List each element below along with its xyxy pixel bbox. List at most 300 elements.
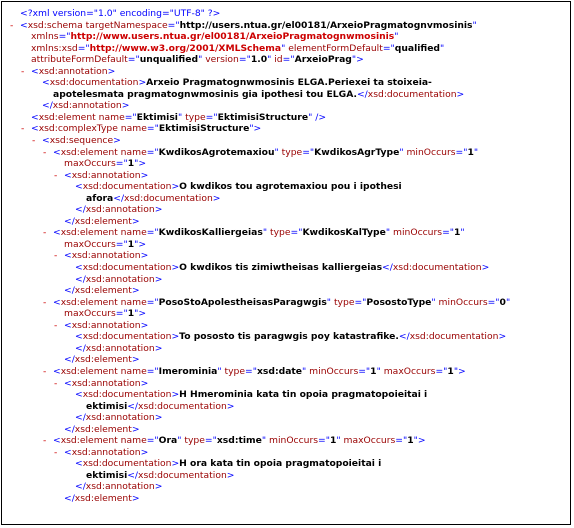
xml-token: 1 [127, 308, 135, 320]
xml-token: " [431, 296, 436, 308]
collapse-toggle-icon[interactable]: - [43, 296, 47, 308]
xml-token: KwdikosAgrotemaxiou [158, 146, 275, 158]
xml-line [10, 435, 566, 447]
collapse-toggle-icon[interactable]: - [43, 227, 47, 239]
xml-token: xsd:documentation [138, 400, 227, 412]
xml-token: xsd:element [38, 111, 96, 123]
xml-line [10, 412, 566, 424]
xml-token: 1 [329, 435, 337, 447]
xml-token: O kwdikos tis zimiwtheisas kalliergeias [179, 262, 383, 274]
xml-token: =" [487, 296, 500, 308]
xml-token: xsd:schema [27, 19, 83, 31]
xml-token: 0 [499, 296, 506, 308]
xml-token: xmlns [31, 31, 59, 43]
xml-token: xsd:documentation [409, 331, 499, 343]
xml-line [10, 204, 566, 216]
xml-token: =" [382, 42, 395, 54]
xml-token: < [42, 135, 50, 147]
xml-token: < [31, 111, 39, 123]
xml-token: xsd:documentation [82, 458, 172, 470]
xml-token: 1 [447, 365, 454, 377]
xml-token: Imerominia [158, 365, 218, 377]
xml-line-content [20, 20, 477, 32]
xml-token: attributeFormDefault [31, 54, 128, 66]
xml-viewer-frame [1, 1, 571, 525]
xml-token: type [221, 365, 246, 377]
xml-line [10, 331, 566, 343]
xml-token: < [42, 77, 50, 89]
collapse-toggle-icon[interactable]: - [10, 19, 14, 31]
xml-token: < [53, 296, 61, 308]
xml-token: type [331, 296, 355, 308]
xml-token: 1 [127, 238, 135, 250]
xml-token: minOccurs [390, 227, 443, 239]
xml-token: "> [453, 365, 466, 377]
xml-token: "> [413, 435, 426, 447]
xml-token: Ora [158, 435, 178, 447]
xml-token: > [140, 250, 149, 262]
xml-token: xsd:annotation [71, 377, 141, 389]
xml-token: > [171, 331, 180, 343]
xml-token: =" [354, 296, 367, 308]
xml-line-content [75, 343, 162, 355]
xml-token: xsd:annotation [85, 273, 155, 285]
xml-token: </ [127, 469, 139, 481]
xml-token: "> [134, 238, 147, 250]
xml-token: =" [146, 365, 159, 377]
xml-token: http://www.w3.org/2001/XMLSchema [89, 42, 282, 54]
xml-line-content [75, 262, 489, 274]
xml-token: xsd:annotation [38, 65, 108, 77]
xml-token: > [226, 400, 235, 412]
xml-line-content [64, 158, 146, 170]
xml-token: =" [245, 365, 257, 377]
xml-token: " [505, 296, 511, 308]
xml-token: " [281, 42, 286, 54]
xml-tree [10, 8, 566, 505]
xml-token: xsd:documentation [367, 88, 457, 100]
xml-line-content [64, 493, 140, 505]
collapse-toggle-icon[interactable]: - [21, 65, 25, 77]
xml-token: < [64, 319, 72, 331]
xml-token: " [267, 54, 272, 66]
xml-token: name [95, 111, 125, 123]
xml-token: > [212, 192, 221, 204]
collapse-toggle-icon[interactable]: - [54, 319, 58, 331]
xml-token: name [117, 296, 147, 308]
collapse-toggle-icon[interactable]: - [54, 250, 58, 262]
xml-line-content [31, 54, 364, 66]
xml-line-content [75, 481, 162, 493]
xml-token: </ [398, 331, 410, 343]
xml-token: " [177, 111, 183, 123]
xml-token: xsd:time [216, 435, 262, 447]
xml-token: " [274, 146, 279, 158]
xml-token: xsd:element [74, 492, 132, 504]
xml-line-content [86, 470, 234, 482]
xml-token: > [131, 215, 140, 227]
xml-token: " [460, 227, 465, 239]
xml-line-content [53, 227, 465, 239]
xml-token: "> [249, 123, 262, 135]
xml-token: maxOccurs [64, 308, 116, 320]
xml-line-content [31, 123, 261, 135]
xml-line [10, 135, 566, 147]
xml-token: type [182, 111, 206, 123]
xml-token: < [64, 446, 72, 458]
xml-token: afora [86, 192, 114, 204]
xml-token: xsd:complexType [38, 123, 118, 135]
xml-token: > [226, 469, 235, 481]
xml-token: =" [124, 111, 137, 123]
xml-token: name [117, 123, 147, 135]
xml-line [10, 493, 566, 505]
xml-token: KwdikosKalType [302, 227, 386, 239]
xml-line-content [42, 100, 129, 112]
collapse-toggle-icon[interactable]: - [43, 435, 47, 447]
xml-token: =" [290, 227, 303, 239]
xml-line-content [64, 308, 146, 320]
xml-token: > [171, 458, 180, 470]
xml-token: =" [238, 54, 251, 66]
xml-token: > [131, 492, 140, 504]
xml-token: > [154, 412, 163, 424]
xml-line [10, 320, 566, 332]
xml-token: =" [442, 227, 454, 239]
xml-token: " [385, 227, 391, 239]
xml-token: =" [455, 146, 468, 158]
xml-token: </ [64, 423, 75, 435]
xml-token: minOccurs [266, 435, 319, 447]
xml-line-content [31, 112, 326, 124]
xml-token: xsd:annotation [71, 319, 141, 331]
collapse-toggle-icon[interactable]: - [54, 377, 58, 389]
xml-token: PosoStoApolestheisasParagwgis [158, 296, 327, 308]
xml-token: xsd:documentation [82, 262, 172, 274]
xml-token: name [117, 365, 147, 377]
xml-token: "> [134, 158, 147, 170]
xml-token: " /> [308, 111, 327, 123]
collapse-toggle-icon[interactable]: - [43, 146, 47, 158]
xml-token: > [154, 204, 163, 216]
xml-token: xsd:annotation [85, 412, 155, 424]
xml-token: http://users.ntua.gr/el00181/ArxeioPragmatognvmosinis [179, 19, 473, 31]
xml-token: < [53, 365, 61, 377]
xml-token: H ora kata tin opoia pragmatopoieitai i [179, 458, 382, 470]
xml-token: < [64, 250, 72, 262]
xml-line-content [53, 89, 464, 101]
xml-token: =" [435, 365, 448, 377]
xml-token: 1 [467, 146, 474, 158]
collapse-toggle-icon[interactable]: - [21, 123, 25, 135]
xml-token: </ [356, 88, 368, 100]
xml-line [10, 8, 566, 20]
xml-token: type [181, 435, 205, 447]
xml-token: > [121, 100, 130, 112]
xml-line-content [75, 389, 427, 401]
xml-line [10, 343, 566, 355]
xml-token: maxOccurs [64, 238, 116, 250]
collapse-toggle-icon[interactable]: - [43, 365, 47, 377]
xml-token: =" [318, 435, 330, 447]
xml-token: < [75, 458, 83, 470]
xml-token: xsd:element [60, 146, 118, 158]
xml-line [10, 100, 566, 112]
xml-line [10, 297, 566, 309]
xml-token: ektimisi [86, 469, 128, 481]
xml-token: name [117, 435, 147, 447]
xml-token: xsd:documentation [82, 331, 172, 343]
xml-line-content [86, 401, 234, 413]
xml-token: =" [204, 435, 217, 447]
xml-token: xsd:annotation [52, 100, 122, 112]
xml-token: =" [146, 227, 159, 239]
collapse-toggle-icon[interactable]: - [54, 446, 58, 458]
xml-line-content [75, 458, 381, 470]
xml-line [10, 354, 566, 366]
xml-token: minOccurs [306, 365, 359, 377]
xml-token: " [399, 146, 404, 158]
xml-token: > [154, 273, 163, 285]
xml-token: 1 [127, 158, 135, 170]
xml-token: xsd:documentation [138, 469, 227, 481]
xml-token: id [271, 54, 283, 66]
xml-line [10, 112, 566, 124]
xml-token: " [336, 435, 341, 447]
xml-token: minOccurs [403, 146, 456, 158]
xml-line-content [64, 285, 140, 297]
xml-line [10, 158, 566, 170]
xml-token: =" [282, 54, 295, 66]
xml-line [10, 31, 566, 43]
xml-token: =" [205, 111, 218, 123]
xml-line-content [86, 193, 221, 205]
xml-token: </ [382, 262, 393, 274]
xml-line [10, 274, 566, 286]
xml-token: KwdikosKalliergeias [158, 227, 263, 239]
xml-token: " [440, 42, 445, 54]
xml-token: > [171, 181, 180, 193]
xml-token: Ektimisi [136, 111, 178, 123]
xml-token: < [64, 169, 72, 181]
xml-token: < [31, 123, 39, 135]
xml-token: > [498, 331, 507, 343]
xml-token: " [262, 227, 268, 239]
xml-token: </ [75, 342, 86, 354]
xml-token: xsd:documentation [49, 77, 139, 89]
xml-token: ArxeioPrag [294, 54, 352, 66]
xml-token: EktimisiStructure [158, 123, 250, 135]
xml-token: > [171, 262, 180, 274]
xml-line [10, 458, 566, 470]
xml-token: http://www.users.ntua.gr/el00181/ArxeioPragmatognwmosinis [70, 31, 395, 43]
xml-token: </ [75, 412, 86, 424]
xml-token: " [473, 146, 479, 158]
xml-token: " [394, 31, 399, 43]
xml-token: > [140, 169, 149, 181]
xml-token: =" [146, 146, 159, 158]
xml-token: maxOccurs [380, 365, 436, 377]
xml-token: maxOccurs [64, 158, 116, 170]
xml-token: xsd:element [60, 227, 118, 239]
xml-token: </ [113, 192, 125, 204]
xml-token: </ [64, 492, 75, 504]
xml-line-content [64, 250, 148, 262]
xml-token: > [138, 77, 147, 89]
xml-token: " [198, 54, 203, 66]
xml-line [10, 54, 566, 66]
xml-line [10, 285, 566, 297]
xml-line-content [64, 239, 146, 251]
xml-token: < [64, 377, 72, 389]
xml-token: < [53, 227, 61, 239]
xml-token: </ [75, 481, 86, 493]
xml-token: qualified [394, 42, 440, 54]
xml-token: "> [134, 308, 147, 320]
xml-token: > [140, 446, 149, 458]
xml-token: < [75, 389, 83, 401]
xml-line-content [64, 447, 148, 459]
xml-line [10, 481, 566, 493]
xml-token: xsd:documentation [82, 181, 172, 193]
xml-token: type [267, 227, 291, 239]
xml-token: </ [42, 100, 53, 112]
xml-token: > [154, 342, 163, 354]
xml-token: xsd:element [74, 215, 132, 227]
xml-token: KwdikosAgrType [314, 146, 400, 158]
xml-token: =" [146, 123, 159, 135]
xml-line [10, 170, 566, 182]
xml-token: xsd:annotation [85, 481, 155, 493]
xml-line-content [53, 435, 426, 447]
xml-line [10, 193, 566, 205]
xml-line-content [75, 331, 506, 343]
xml-line [10, 447, 566, 459]
xml-line-content [42, 77, 432, 89]
xml-token: version [202, 54, 239, 66]
xml-line [10, 470, 566, 482]
xml-token: xsd:element [60, 365, 118, 377]
xml-token: > [131, 423, 140, 435]
xml-token: " [326, 296, 332, 308]
xml-token: ektimisi [86, 400, 128, 412]
xml-token: " [261, 435, 267, 447]
xml-token: To pososto tis paragwgis poy katastrafike. [179, 331, 399, 343]
xml-token: "> [351, 54, 364, 66]
xml-token: xsd:annotation [85, 204, 155, 216]
xml-token: xmlns:xsd [31, 42, 78, 54]
xml-token: Arxeio Pragmatognwmosinis ELGA.Periexei ta stoixeia- [146, 77, 432, 89]
xml-token: > [131, 285, 140, 297]
xml-token: maxOccurs [340, 435, 396, 447]
xml-token: minOccurs [435, 296, 488, 308]
xml-token: xsd:sequence [49, 135, 114, 147]
xml-token: 1 [454, 227, 461, 239]
xml-token: =" [115, 308, 128, 320]
xml-token: =" [302, 146, 315, 158]
xml-token: xsd:documentation [124, 192, 213, 204]
xml-token: xsd:date [256, 365, 303, 377]
xml-line [10, 20, 566, 32]
xml-line-content [53, 297, 510, 309]
xml-token: xsd:element [60, 296, 118, 308]
xml-line-content [75, 412, 162, 424]
xml-line-content [53, 366, 466, 378]
xml-token: </ [75, 204, 86, 216]
xml-line [10, 366, 566, 378]
xml-token: =" [77, 42, 90, 54]
xml-token: > [140, 377, 149, 389]
xml-token: > [107, 65, 116, 77]
xml-line-content [31, 31, 399, 43]
xml-line [10, 66, 566, 78]
xml-token: EktimisiStructure [217, 111, 309, 123]
xml-token: xsd:documentation [392, 262, 482, 274]
xml-line [10, 424, 566, 436]
xml-token: =" [146, 296, 159, 308]
xml-line [10, 89, 566, 101]
xml-token: < [75, 331, 83, 343]
xml-line [10, 308, 566, 320]
xml-line [10, 147, 566, 159]
xml-token: " [177, 435, 182, 447]
xml-line [10, 123, 566, 135]
xml-token: xsd:element [74, 423, 132, 435]
xml-token: 1 [370, 365, 377, 377]
xml-token: =" [358, 365, 371, 377]
xml-token: 1 [407, 435, 414, 447]
xml-line [10, 181, 566, 193]
xml-line-content [42, 135, 121, 147]
xml-token: =" [167, 19, 180, 31]
xml-token: < [20, 19, 28, 31]
xml-token: =" [58, 31, 71, 43]
xml-token: < [31, 65, 39, 77]
collapse-toggle-icon[interactable]: - [32, 135, 36, 147]
xml-token: > [131, 354, 140, 366]
xml-line [10, 216, 566, 228]
xml-token: " [302, 365, 307, 377]
xml-token: xsd:element [74, 285, 132, 297]
xml-token: =" [115, 158, 128, 170]
xml-line-content [75, 181, 402, 193]
xml-line [10, 239, 566, 251]
xml-token: 1.0 [250, 54, 268, 66]
collapse-toggle-icon[interactable]: - [54, 169, 58, 181]
xml-token: xsd:element [74, 354, 132, 366]
xml-token: " [376, 365, 381, 377]
xml-line-content [64, 424, 140, 436]
xml-token: </ [64, 285, 75, 297]
xml-token: =" [115, 238, 128, 250]
xml-token: type [278, 146, 303, 158]
xml-token: O kwdikos tou agrotemaxiou pou i ipothesi [179, 181, 402, 193]
xml-line [10, 401, 566, 413]
xml-token: =" [395, 435, 408, 447]
xml-token: unqualified [139, 54, 199, 66]
xml-line [10, 389, 566, 401]
xml-line-content [64, 170, 148, 182]
xml-token: > [154, 481, 163, 493]
xml-line [10, 250, 566, 262]
xml-token: </ [64, 354, 75, 366]
xml-token: elementFormDefault [285, 42, 383, 54]
xml-token: xsd:element [60, 435, 118, 447]
xml-line-content [20, 8, 220, 20]
xml-token: name [117, 227, 147, 239]
xml-token: </ [127, 400, 139, 412]
xml-token: </ [64, 215, 75, 227]
